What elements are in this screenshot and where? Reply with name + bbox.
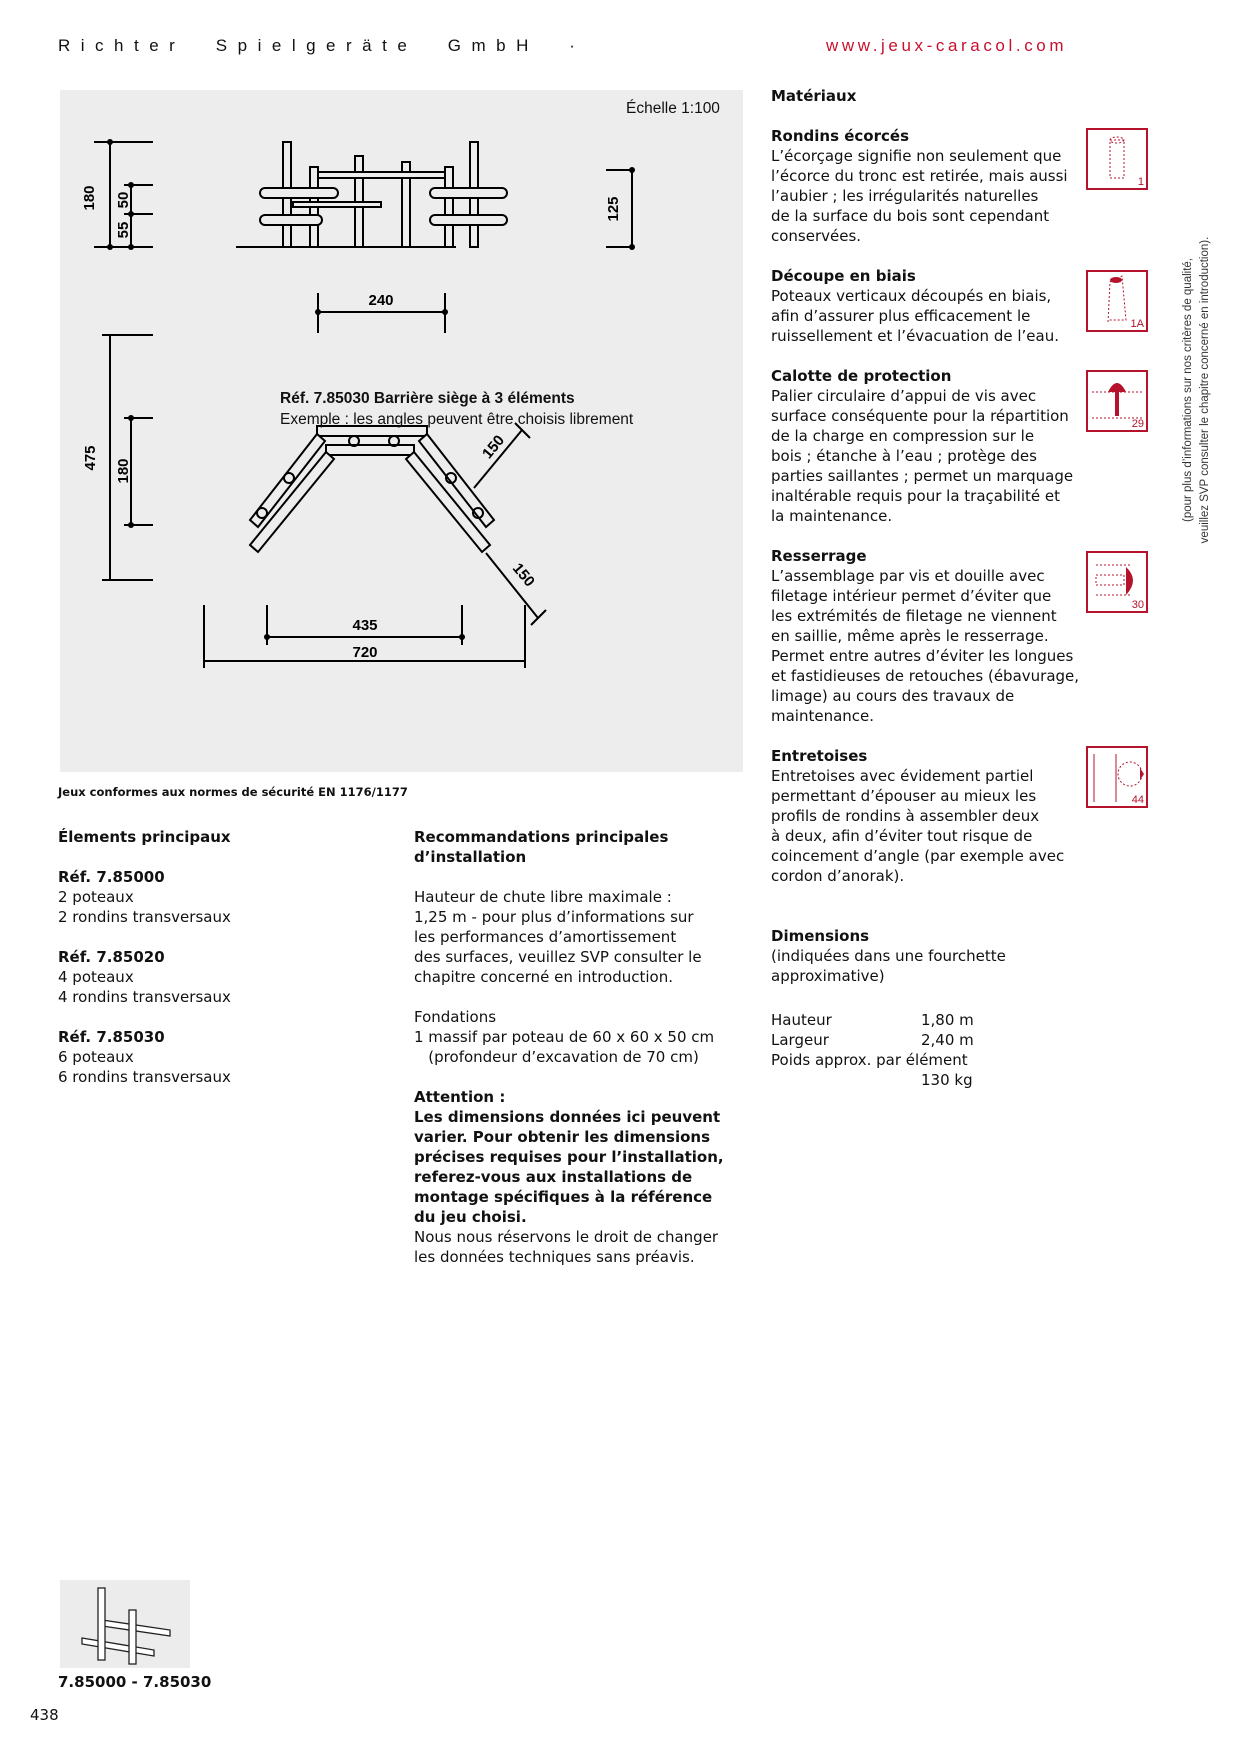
fall-height-line: chapitre concerné en introduction. — [414, 968, 674, 986]
attention-line: Les dimensions données ici peuvent — [414, 1108, 721, 1126]
material-line: cordon d’anorak). — [771, 867, 905, 885]
material-line: permettant d’épouser au mieux les — [771, 787, 1037, 805]
material-item — [771, 746, 1091, 886]
material-line: à deux, afin d’éviter tout risque de — [771, 827, 1033, 845]
material-line: limage) au cours des travaux de — [771, 687, 1015, 705]
material-line: les extrémités de filetage ne viennent — [771, 607, 1057, 625]
ref-line: 4 rondins transversaux — [58, 988, 231, 1006]
material-title: Rondins écorcés — [771, 127, 910, 145]
reserve-line: Nous nous réservons le droit de changer — [414, 1228, 719, 1246]
material-title: Découpe en biais — [771, 267, 916, 285]
dimension-row: 130 kg — [921, 1071, 973, 1089]
protective-cap-icon: 29 — [1086, 370, 1148, 432]
material-item — [771, 546, 1091, 726]
section-title: Matériaux — [771, 87, 857, 105]
quality-side-note: (pour plus d’informations sur nos critères de qualité, veuillez SVP consulter le chapitre concerné en introduction). — [1182, 236, 1211, 544]
material-line: en saillie, même après le resserrage. — [771, 627, 1049, 645]
material-line: profils de rondins à assembler deux — [771, 807, 1040, 825]
attention-title: Attention : — [414, 1088, 506, 1106]
material-title: Entretoises — [771, 747, 868, 765]
ref-label: Réf. 7.85020 — [58, 948, 165, 966]
website-link[interactable]: www.jeux-caracol.com — [826, 36, 1068, 55]
fall-height-line: 1,25 m - pour plus d’informations sur — [414, 908, 694, 926]
attention-line: du jeu choisi. — [414, 1208, 527, 1226]
svg-text:125: 125 — [605, 196, 622, 222]
ref-line: 6 poteaux — [58, 1048, 134, 1066]
dimensions-note: approximative) — [771, 967, 885, 985]
page-number: 438 — [30, 1706, 59, 1724]
material-line: conservées. — [771, 227, 862, 245]
retightening-bolt-icon: 30 — [1086, 551, 1148, 613]
fall-height-line: Hauteur de chute libre maximale : — [414, 888, 672, 906]
material-line: bois ; étanche à l’eau ; protège des — [771, 447, 1037, 465]
fall-height-line: les performances d’amortissement — [414, 928, 677, 946]
attention-line: varier. Pour obtenir les dimensions — [414, 1128, 711, 1146]
material-title: Resserrage — [771, 547, 867, 565]
material-line: L’assemblage par vis et douille avec — [771, 567, 1045, 585]
svg-text:55: 55 — [115, 221, 132, 239]
ref-line: 6 rondins transversaux — [58, 1068, 231, 1086]
foundation-line: 1 massif par poteau de 60 x 60 x 50 cm — [414, 1028, 715, 1046]
ref-line: 2 poteaux — [58, 888, 134, 906]
technical-drawing — [60, 90, 743, 772]
material-line: parties saillantes ; permet un marquage — [771, 467, 1074, 485]
material-line: et fastidieuses de retouches (ébavurage, — [771, 667, 1080, 685]
section-title-cont: d’installation — [414, 848, 527, 866]
installation-section — [414, 827, 744, 1267]
ref-label: Réf. 7.85030 — [58, 1028, 165, 1046]
material-line: de la charge en compression sur le — [771, 427, 1035, 445]
material-line: Palier circulaire d’appui de vis avec — [771, 387, 1037, 405]
attention-line: montage spécifiques à la référence — [414, 1188, 713, 1206]
ref-line: 4 poteaux — [58, 968, 134, 986]
ref-label: Réf. 7.85000 — [58, 868, 165, 886]
materials-section — [771, 86, 1091, 985]
svg-text:150: 150 — [478, 432, 509, 463]
material-line: l’aubier ; les irrégularités naturelles — [771, 187, 1039, 205]
dimension-row: Hauteur 1,80 m — [771, 1011, 974, 1029]
drawing-ref-title: Réf. 7.85030 Barrière siège à 3 éléments — [280, 390, 575, 407]
material-item — [771, 266, 1091, 346]
material-line: L’écorçage signifie non seulement que — [771, 147, 1062, 165]
debarked-log-icon: 1 — [1086, 128, 1148, 190]
svg-text:50: 50 — [115, 191, 132, 209]
material-line: Poteaux verticaux découpés en biais, — [771, 287, 1052, 305]
section-title: Élements principaux — [58, 828, 231, 846]
material-line: filetage intérieur permet d’éviter que — [771, 587, 1052, 605]
dimensions-title: Dimensions — [771, 927, 870, 945]
ref-line: 2 rondins transversaux — [58, 908, 231, 926]
dimension-row: Poids approx. par élément — [771, 1051, 968, 1069]
material-line: de la surface du bois sont cependant — [771, 207, 1050, 225]
reserve-line: les données techniques sans préavis. — [414, 1248, 695, 1266]
material-line: Permet entre autres d’éviter les longues — [771, 647, 1074, 665]
material-line: inaltérable requis pour la traçabilité et — [771, 487, 1060, 505]
svg-text:150: 150 — [508, 560, 539, 591]
material-item — [771, 366, 1091, 526]
spacer-icon: 44 — [1086, 746, 1148, 808]
fall-height-line: des surfaces, veuillez SVP consulter le — [414, 948, 702, 966]
attention-line: referez-vous aux installations de — [414, 1168, 693, 1186]
dimensions-note: (indiquées dans une fourchette — [771, 947, 1006, 965]
product-thumbnail — [60, 1580, 190, 1668]
svg-text:475: 475 — [82, 445, 99, 471]
svg-text:180: 180 — [115, 458, 132, 484]
material-line: maintenance. — [771, 707, 875, 725]
svg-text:720: 720 — [352, 644, 378, 661]
svg-text:435: 435 — [352, 617, 378, 634]
attention-line: précises requises pour l’installation, — [414, 1148, 724, 1166]
material-line: l’écorce du tronc est retirée, mais aussi — [771, 167, 1068, 185]
main-elements-section — [58, 827, 388, 1087]
svg-text:240: 240 — [368, 292, 394, 309]
dimension-row: Largeur 2,40 m — [771, 1031, 974, 1049]
foundation-line: (profondeur d’excavation de 70 cm) — [414, 1048, 699, 1066]
safety-norms-note: Jeux conformes aux normes de sécurité EN 1176/1177 — [58, 785, 408, 799]
bevel-cut-icon: 1A — [1086, 270, 1148, 332]
material-line: ruissellement et l’évacuation de l’eau. — [771, 327, 1059, 345]
foundation-line: Fondations — [414, 1008, 497, 1026]
company-name: Richter Spielgeräte GmbH · — [58, 36, 586, 55]
dimensions-section — [771, 926, 1091, 986]
material-line: afin d’assurer plus efficacement le — [771, 307, 1031, 325]
section-title: Recommandations principales — [414, 828, 669, 846]
dimensions-table — [771, 1010, 1051, 1090]
scale-label: Échelle 1:100 — [626, 100, 720, 117]
material-item — [771, 126, 1091, 246]
material-line: la maintenance. — [771, 507, 893, 525]
svg-text:180: 180 — [81, 185, 98, 211]
thumbnail-caption: 7.85000 - 7.85030 — [58, 1673, 212, 1691]
material-line: coincement d’angle (par exemple avec — [771, 847, 1065, 865]
drawing-ref-subtitle: Exemple : les angles peuvent être choisis librement — [280, 411, 634, 428]
material-line: Entretoises avec évidement partiel — [771, 767, 1034, 785]
log-barrier-thumbnail-icon — [60, 1580, 190, 1668]
material-title: Calotte de protection — [771, 367, 952, 385]
material-line: surface conséquente pour la répartition — [771, 407, 1069, 425]
